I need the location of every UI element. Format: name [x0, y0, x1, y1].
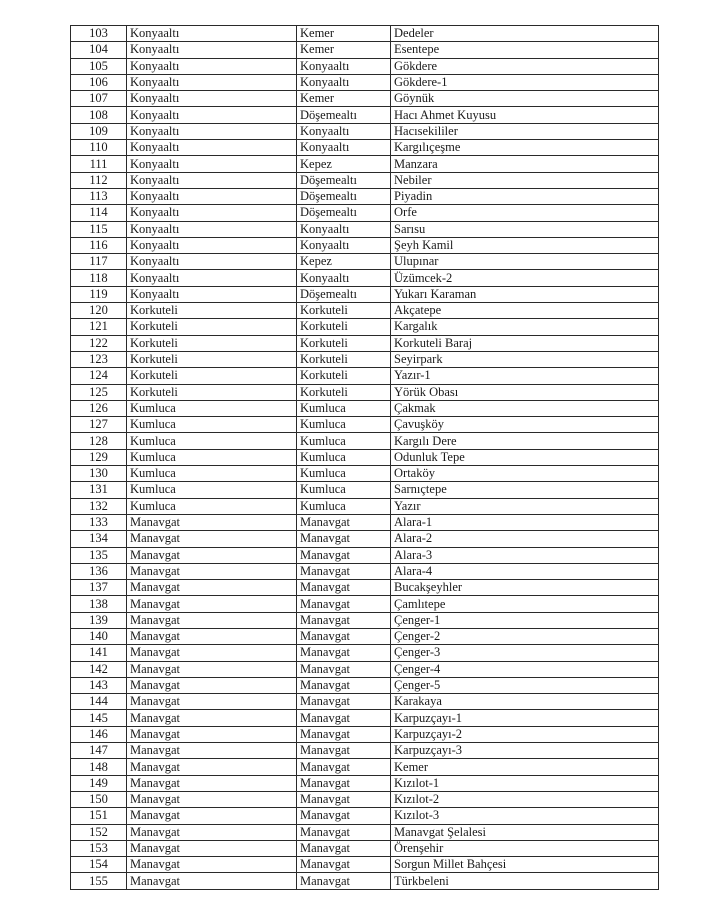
cell-location: Çenger-5 — [391, 677, 659, 693]
cell-subdistrict: Manavgat — [297, 547, 391, 563]
table-row — [71, 580, 659, 596]
cell-location: Gökdere — [391, 58, 659, 74]
cell-district: Manavgat — [127, 791, 297, 807]
cell-subdistrict: Manavgat — [297, 759, 391, 775]
cell-location: Piyadin — [391, 188, 659, 204]
cell-subdistrict: Kumluca — [297, 417, 391, 433]
cell-subdistrict: Manavgat — [297, 808, 391, 824]
cell-subdistrict: Kumluca — [297, 449, 391, 465]
row-number: 142 — [71, 661, 127, 677]
table-row — [71, 351, 659, 367]
cell-district: Konyaaltı — [127, 205, 297, 221]
table-row — [71, 547, 659, 563]
cell-subdistrict: Manavgat — [297, 840, 391, 856]
table-row — [71, 466, 659, 482]
cell-district: Korkuteli — [127, 303, 297, 319]
cell-subdistrict: Konyaaltı — [297, 270, 391, 286]
cell-subdistrict: Manavgat — [297, 628, 391, 644]
cell-location: Sarısu — [391, 221, 659, 237]
table-row — [71, 303, 659, 319]
cell-location: Kızılot-2 — [391, 791, 659, 807]
table-row — [71, 140, 659, 156]
cell-district: Manavgat — [127, 596, 297, 612]
cell-subdistrict: Manavgat — [297, 824, 391, 840]
cell-location: Alara-4 — [391, 563, 659, 579]
table-row — [71, 368, 659, 384]
cell-subdistrict: Manavgat — [297, 531, 391, 547]
cell-location: Türkbeleni — [391, 873, 659, 889]
cell-location: Seyirpark — [391, 351, 659, 367]
table-row — [71, 694, 659, 710]
cell-subdistrict: Kemer — [297, 42, 391, 58]
row-number: 108 — [71, 107, 127, 123]
table-row — [71, 482, 659, 498]
cell-district: Manavgat — [127, 645, 297, 661]
cell-district: Korkuteli — [127, 368, 297, 384]
row-number: 127 — [71, 417, 127, 433]
cell-district: Manavgat — [127, 547, 297, 563]
cell-location: Alara-2 — [391, 531, 659, 547]
cell-location: Alara-1 — [391, 514, 659, 530]
cell-district: Konyaaltı — [127, 172, 297, 188]
cell-subdistrict: Konyaaltı — [297, 140, 391, 156]
row-number: 132 — [71, 498, 127, 514]
cell-subdistrict: Manavgat — [297, 743, 391, 759]
cell-location: Nebiler — [391, 172, 659, 188]
cell-location: Hacı Ahmet Kuyusu — [391, 107, 659, 123]
table-row — [71, 417, 659, 433]
row-number: 130 — [71, 466, 127, 482]
row-number: 154 — [71, 857, 127, 873]
cell-subdistrict: Manavgat — [297, 580, 391, 596]
table-row — [71, 254, 659, 270]
cell-district: Kumluca — [127, 433, 297, 449]
cell-district: Manavgat — [127, 743, 297, 759]
cell-subdistrict: Manavgat — [297, 873, 391, 889]
row-number: 139 — [71, 612, 127, 628]
cell-location: Çavuşköy — [391, 417, 659, 433]
table-row — [71, 433, 659, 449]
row-number: 124 — [71, 368, 127, 384]
cell-subdistrict: Kemer — [297, 26, 391, 42]
row-number: 114 — [71, 205, 127, 221]
cell-district: Konyaaltı — [127, 188, 297, 204]
row-number: 104 — [71, 42, 127, 58]
cell-location: Yazır-1 — [391, 368, 659, 384]
cell-subdistrict: Manavgat — [297, 563, 391, 579]
table-row — [71, 596, 659, 612]
cell-district: Manavgat — [127, 677, 297, 693]
row-number: 135 — [71, 547, 127, 563]
row-number: 145 — [71, 710, 127, 726]
table-row — [71, 775, 659, 791]
table-row — [71, 791, 659, 807]
cell-location: Dedeler — [391, 26, 659, 42]
document-page — [70, 25, 658, 890]
row-number: 113 — [71, 188, 127, 204]
cell-district: Manavgat — [127, 873, 297, 889]
table-row — [71, 563, 659, 579]
cell-district: Manavgat — [127, 628, 297, 644]
row-number: 143 — [71, 677, 127, 693]
cell-subdistrict: Manavgat — [297, 710, 391, 726]
row-number: 149 — [71, 775, 127, 791]
cell-location: Çenger-1 — [391, 612, 659, 628]
cell-subdistrict: Kumluca — [297, 482, 391, 498]
cell-district: Kumluca — [127, 498, 297, 514]
cell-district: Manavgat — [127, 580, 297, 596]
cell-subdistrict: Kumluca — [297, 433, 391, 449]
cell-location: Sarnıçtepe — [391, 482, 659, 498]
row-number: 140 — [71, 628, 127, 644]
cell-subdistrict: Kumluca — [297, 466, 391, 482]
cell-location: Ulupınar — [391, 254, 659, 270]
row-number: 155 — [71, 873, 127, 889]
table-row — [71, 743, 659, 759]
cell-location: Çenger-3 — [391, 645, 659, 661]
table-row — [71, 726, 659, 742]
cell-subdistrict: Döşemealtı — [297, 205, 391, 221]
cell-location: Bucakşeyhler — [391, 580, 659, 596]
row-number: 150 — [71, 791, 127, 807]
row-number: 137 — [71, 580, 127, 596]
row-number: 151 — [71, 808, 127, 824]
row-number: 129 — [71, 449, 127, 465]
cell-district: Manavgat — [127, 661, 297, 677]
table-row — [71, 498, 659, 514]
cell-district: Kumluca — [127, 400, 297, 416]
cell-district: Manavgat — [127, 857, 297, 873]
cell-district: Konyaaltı — [127, 42, 297, 58]
cell-district: Konyaaltı — [127, 140, 297, 156]
row-number: 117 — [71, 254, 127, 270]
cell-district: Konyaaltı — [127, 26, 297, 42]
row-number: 152 — [71, 824, 127, 840]
cell-district: Konyaaltı — [127, 254, 297, 270]
row-number: 111 — [71, 156, 127, 172]
table-row — [71, 335, 659, 351]
cell-subdistrict: Konyaaltı — [297, 221, 391, 237]
row-number: 107 — [71, 91, 127, 107]
cell-location: Karpuzçayı-3 — [391, 743, 659, 759]
cell-location: Sorgun Millet Bahçesi — [391, 857, 659, 873]
cell-subdistrict: Manavgat — [297, 857, 391, 873]
cell-district: Kumluca — [127, 449, 297, 465]
cell-subdistrict: Manavgat — [297, 726, 391, 742]
table-row — [71, 857, 659, 873]
cell-subdistrict: Döşemealtı — [297, 107, 391, 123]
table-row — [71, 824, 659, 840]
row-number: 106 — [71, 74, 127, 90]
row-number: 121 — [71, 319, 127, 335]
cell-subdistrict: Döşemealtı — [297, 188, 391, 204]
row-number: 119 — [71, 286, 127, 302]
cell-location: Göynük — [391, 91, 659, 107]
cell-location: Kargalık — [391, 319, 659, 335]
cell-location: Gökdere-1 — [391, 74, 659, 90]
cell-location: Kargılıçeşme — [391, 140, 659, 156]
cell-district: Manavgat — [127, 759, 297, 775]
cell-location: Manzara — [391, 156, 659, 172]
cell-location: Kargılı Dere — [391, 433, 659, 449]
cell-subdistrict: Konyaaltı — [297, 123, 391, 139]
cell-district: Konyaaltı — [127, 156, 297, 172]
cell-location: Çenger-2 — [391, 628, 659, 644]
cell-location: Orfe — [391, 205, 659, 221]
row-number: 120 — [71, 303, 127, 319]
cell-district: Konyaaltı — [127, 58, 297, 74]
table-row — [71, 677, 659, 693]
cell-subdistrict: Korkuteli — [297, 303, 391, 319]
cell-location: Hacısekililer — [391, 123, 659, 139]
row-number: 105 — [71, 58, 127, 74]
cell-location: Manavgat Şelalesi — [391, 824, 659, 840]
cell-subdistrict: Döşemealtı — [297, 172, 391, 188]
cell-location: Üzümcek-2 — [391, 270, 659, 286]
table-row — [71, 710, 659, 726]
table-row — [71, 531, 659, 547]
table-body — [71, 26, 659, 890]
cell-district: Konyaaltı — [127, 221, 297, 237]
cell-district: Konyaaltı — [127, 74, 297, 90]
cell-location: Yazır — [391, 498, 659, 514]
table-row — [71, 612, 659, 628]
cell-district: Manavgat — [127, 824, 297, 840]
row-number: 125 — [71, 384, 127, 400]
cell-location: Kızılot-1 — [391, 775, 659, 791]
table-row — [71, 156, 659, 172]
row-number: 126 — [71, 400, 127, 416]
cell-subdistrict: Manavgat — [297, 677, 391, 693]
cell-location: Alara-3 — [391, 547, 659, 563]
table-row — [71, 42, 659, 58]
row-number: 131 — [71, 482, 127, 498]
cell-district: Konyaaltı — [127, 237, 297, 253]
cell-district: Korkuteli — [127, 384, 297, 400]
table-row — [71, 628, 659, 644]
cell-district: Konyaaltı — [127, 107, 297, 123]
cell-location: Karpuzçayı-1 — [391, 710, 659, 726]
cell-subdistrict: Korkuteli — [297, 335, 391, 351]
cell-subdistrict: Kepez — [297, 156, 391, 172]
table-row — [71, 840, 659, 856]
row-number: 109 — [71, 123, 127, 139]
row-number: 134 — [71, 531, 127, 547]
row-number: 133 — [71, 514, 127, 530]
row-number: 141 — [71, 645, 127, 661]
cell-district: Korkuteli — [127, 319, 297, 335]
cell-subdistrict: Korkuteli — [297, 384, 391, 400]
table-row — [71, 759, 659, 775]
cell-subdistrict: Manavgat — [297, 791, 391, 807]
cell-location: Kızılot-3 — [391, 808, 659, 824]
cell-subdistrict: Korkuteli — [297, 351, 391, 367]
cell-subdistrict: Korkuteli — [297, 368, 391, 384]
cell-district: Manavgat — [127, 531, 297, 547]
table-row — [71, 172, 659, 188]
table-row — [71, 205, 659, 221]
cell-district: Manavgat — [127, 563, 297, 579]
cell-district: Korkuteli — [127, 335, 297, 351]
cell-district: Konyaaltı — [127, 123, 297, 139]
row-number: 146 — [71, 726, 127, 742]
cell-district: Kumluca — [127, 417, 297, 433]
cell-district: Manavgat — [127, 726, 297, 742]
cell-location: Ortaköy — [391, 466, 659, 482]
cell-district: Manavgat — [127, 775, 297, 791]
table-row — [71, 221, 659, 237]
location-table — [70, 25, 659, 890]
cell-subdistrict: Kepez — [297, 254, 391, 270]
cell-location: Korkuteli Baraj — [391, 335, 659, 351]
table-row — [71, 74, 659, 90]
cell-subdistrict: Konyaaltı — [297, 58, 391, 74]
cell-subdistrict: Manavgat — [297, 645, 391, 661]
cell-location: Çakmak — [391, 400, 659, 416]
cell-location: Çenger-4 — [391, 661, 659, 677]
row-number: 110 — [71, 140, 127, 156]
cell-subdistrict: Manavgat — [297, 694, 391, 710]
cell-location: Kemer — [391, 759, 659, 775]
table-row — [71, 514, 659, 530]
row-number: 147 — [71, 743, 127, 759]
cell-district: Kumluca — [127, 482, 297, 498]
cell-location: Akçatepe — [391, 303, 659, 319]
cell-subdistrict: Manavgat — [297, 596, 391, 612]
row-number: 136 — [71, 563, 127, 579]
cell-district: Korkuteli — [127, 351, 297, 367]
table-row — [71, 26, 659, 42]
table-row — [71, 286, 659, 302]
row-number: 118 — [71, 270, 127, 286]
cell-district: Konyaaltı — [127, 286, 297, 302]
table-row — [71, 58, 659, 74]
table-row — [71, 449, 659, 465]
row-number: 116 — [71, 237, 127, 253]
cell-subdistrict: Kumluca — [297, 400, 391, 416]
row-number: 128 — [71, 433, 127, 449]
table-row — [71, 808, 659, 824]
cell-subdistrict: Manavgat — [297, 612, 391, 628]
table-row — [71, 107, 659, 123]
row-number: 115 — [71, 221, 127, 237]
cell-location: Yörük Obası — [391, 384, 659, 400]
cell-subdistrict: Konyaaltı — [297, 74, 391, 90]
table-row — [71, 270, 659, 286]
row-number: 138 — [71, 596, 127, 612]
cell-district: Manavgat — [127, 514, 297, 530]
table-row — [71, 384, 659, 400]
cell-district: Konyaaltı — [127, 91, 297, 107]
table-row — [71, 400, 659, 416]
cell-district: Manavgat — [127, 694, 297, 710]
cell-subdistrict: Manavgat — [297, 514, 391, 530]
row-number: 153 — [71, 840, 127, 856]
cell-subdistrict: Konyaaltı — [297, 237, 391, 253]
cell-district: Konyaaltı — [127, 270, 297, 286]
cell-location: Yukarı Karaman — [391, 286, 659, 302]
cell-district: Manavgat — [127, 612, 297, 628]
table-row — [71, 645, 659, 661]
cell-subdistrict: Döşemealtı — [297, 286, 391, 302]
row-number: 144 — [71, 694, 127, 710]
cell-district: Manavgat — [127, 808, 297, 824]
table-row — [71, 123, 659, 139]
cell-location: Karakaya — [391, 694, 659, 710]
row-number: 122 — [71, 335, 127, 351]
row-number: 123 — [71, 351, 127, 367]
cell-location: Şeyh Kamil — [391, 237, 659, 253]
table-row — [71, 91, 659, 107]
cell-subdistrict: Kumluca — [297, 498, 391, 514]
table-row — [71, 873, 659, 889]
row-number: 103 — [71, 26, 127, 42]
cell-location: Odunluk Tepe — [391, 449, 659, 465]
cell-district: Manavgat — [127, 710, 297, 726]
cell-location: Esentepe — [391, 42, 659, 58]
table-row — [71, 188, 659, 204]
row-number: 148 — [71, 759, 127, 775]
cell-location: Çamlıtepe — [391, 596, 659, 612]
cell-subdistrict: Kemer — [297, 91, 391, 107]
table-row — [71, 237, 659, 253]
cell-location: Karpuzçayı-2 — [391, 726, 659, 742]
table-row — [71, 319, 659, 335]
cell-district: Kumluca — [127, 466, 297, 482]
table-row — [71, 661, 659, 677]
cell-district: Manavgat — [127, 840, 297, 856]
row-number: 112 — [71, 172, 127, 188]
cell-subdistrict: Manavgat — [297, 775, 391, 791]
cell-location: Örenşehir — [391, 840, 659, 856]
cell-subdistrict: Korkuteli — [297, 319, 391, 335]
cell-subdistrict: Manavgat — [297, 661, 391, 677]
